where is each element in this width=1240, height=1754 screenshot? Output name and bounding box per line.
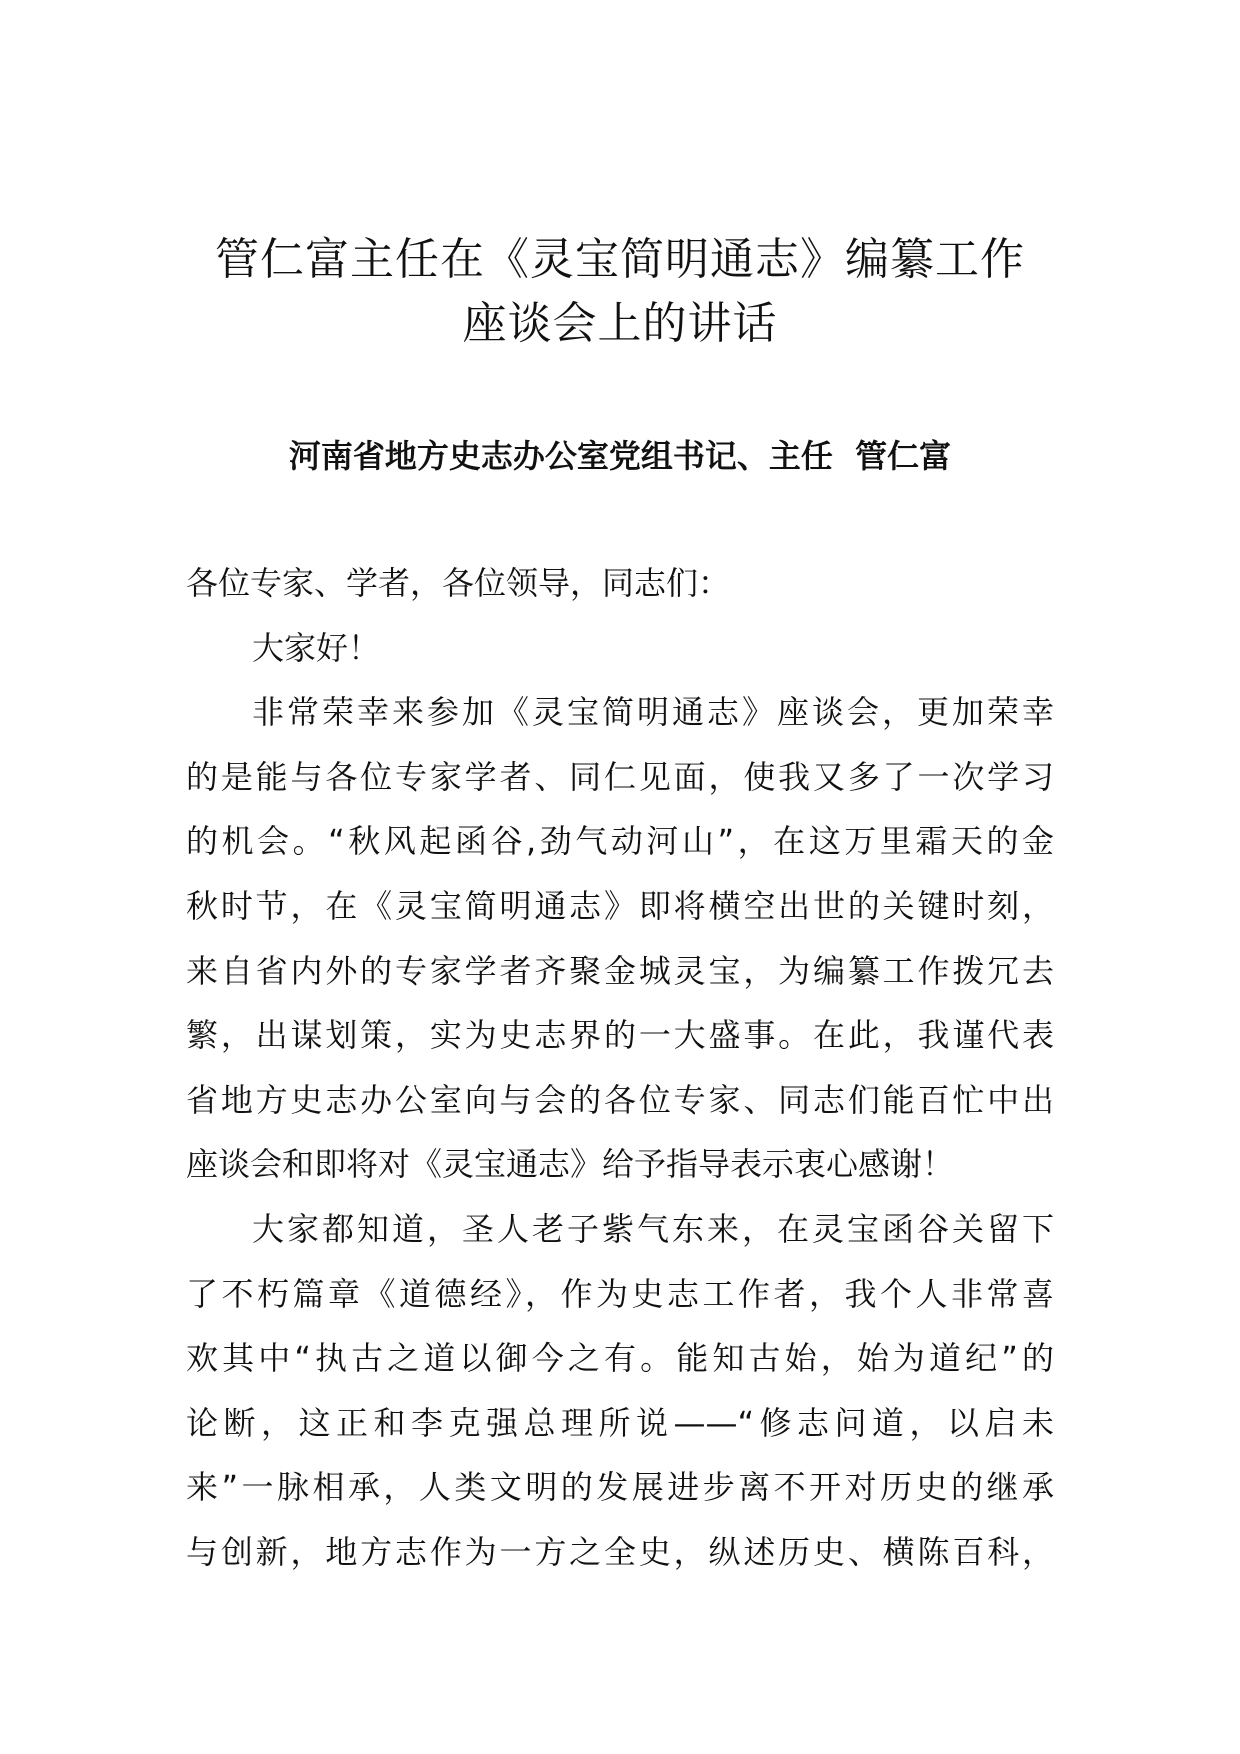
body-line: 了不朽篇章《道德经》，作为史志工作者，我个人非常喜 <box>186 1274 1054 1313</box>
body-line: 座谈会和即将对《灵宝通志》给予指导表示衷心感谢！ <box>186 1145 955 1184</box>
body-line: 的是能与各位专家学者、同仁见面，使我又多了一次学习 <box>186 757 1054 796</box>
body-line: 欢其中“执古之道以御今之有。能知古始，始为道纪”的 <box>186 1339 1054 1378</box>
body-line: 的机会。“秋风起函谷,劲气动河山”，在这万里霜天的金 <box>186 822 1054 861</box>
body-line: 大家都知道，圣人老子紫气东来，在灵宝函谷关留下 <box>252 1209 1054 1248</box>
speech-body <box>186 561 1054 1595</box>
body-line: 秋时节，在《灵宝简明通志》即将横空出世的关键时刻， <box>186 886 1054 925</box>
document-title <box>160 228 1080 356</box>
body-line: 繁，出谋划策，实为史志界的一大盛事。在此，我谨代表 <box>186 1016 1054 1055</box>
body-line-salutation: 各位专家、学者，各位领导，同志们： <box>186 564 731 602</box>
body-line-greeting: 大家好！ <box>252 628 381 667</box>
body-line: 来自省内外的专家学者齐聚金城灵宝，为编纂工作拨冗去 <box>186 951 1054 990</box>
title-line-1: 管仁富主任在《灵宝简明通志》编纂工作 <box>215 234 1025 285</box>
author-line: 河南省地方史志办公室党组书记、主任 管仁富 <box>288 437 952 475</box>
body-line: 与创新，地方志作为一方之全史，纵述历史、横陈百科， <box>186 1532 1054 1571</box>
body-line: 论断，这正和李克强总理所说——“修志问道，以启未 <box>186 1403 1054 1442</box>
body-line: 非常荣幸来参加《灵宝简明通志》座谈会，更加荣幸 <box>252 693 1054 732</box>
body-line: 省地方史志办公室向与会的各位专家、同志们能百忙中出 <box>186 1080 1054 1119</box>
body-line: 来”一脉相承，人类文明的发展进步离不开对历史的继承 <box>186 1468 1054 1507</box>
title-line-2: 座谈会上的讲话 <box>462 298 778 349</box>
